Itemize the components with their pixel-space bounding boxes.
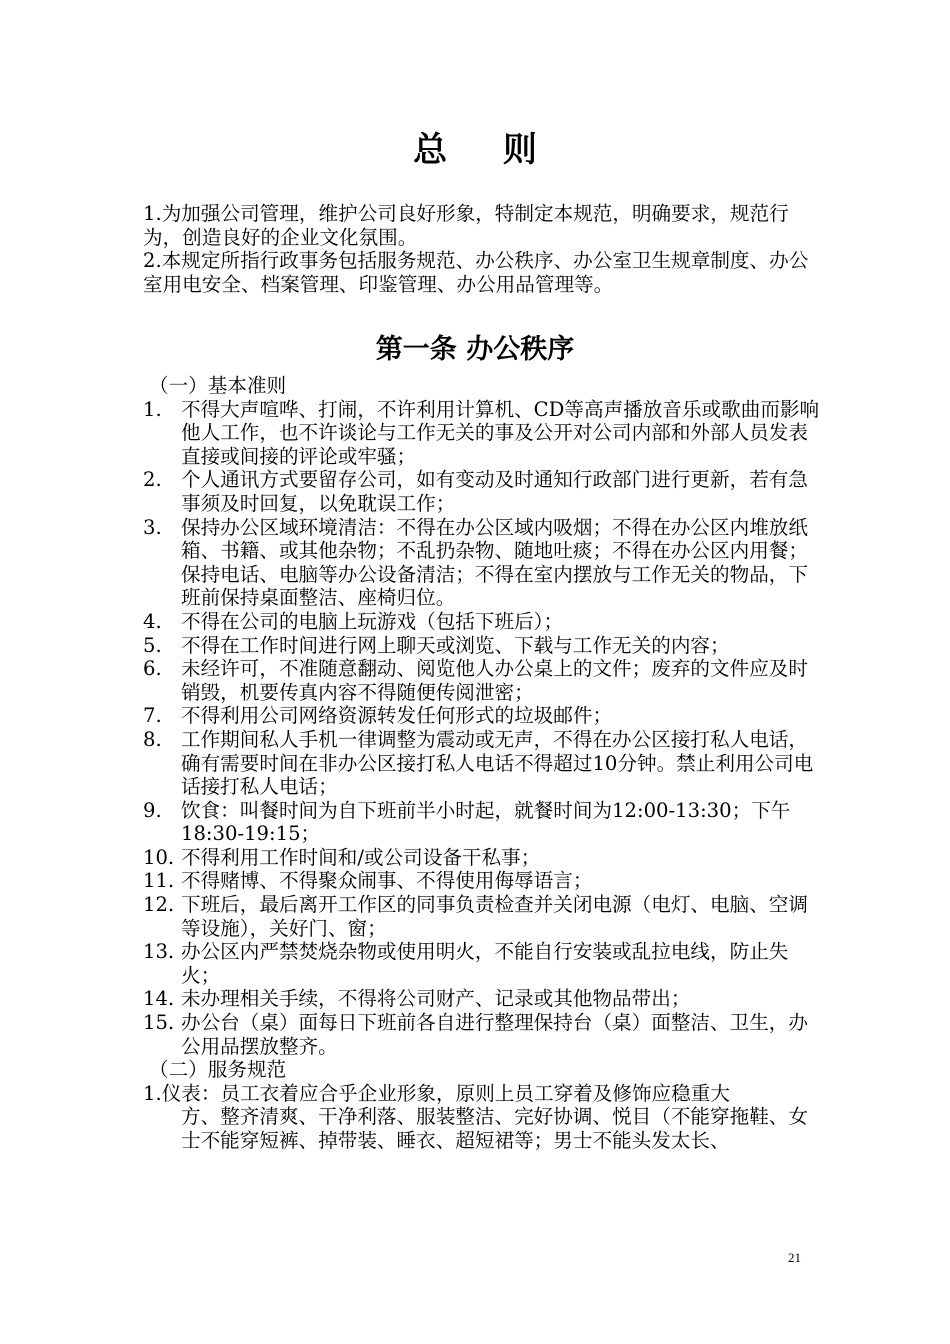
rule-item (143, 893, 823, 940)
rule-item (143, 728, 823, 799)
rule-item (143, 799, 823, 846)
page-number: 21 (788, 1250, 801, 1265)
rule-number: 9. (143, 798, 162, 822)
rule-text: 不得利用公司网络资源转发任何形式的垃圾邮件； (181, 704, 613, 728)
rule-text: 不得在工作时间进行网上聊天或浏览、下载与工作无关的内容； (181, 633, 730, 657)
intro-section (143, 202, 823, 296)
intro-paragraph-2: 2.本规定所指行政事务包括服务规范、办公秩序、办公室卫生规章制度、办公室用电安全、档案管理、印鉴管理、办公用品管理等。 (143, 249, 809, 296)
rule-text: 保持办公区域环境清洁：不得在办公区域内吸烟；不得在办公区内堆放纸箱、书籍、或其他杂物；不乱扔杂物、随地吐痰；不得在办公区内用餐；保持电话、电脑等办公设备清洁；不得在室内摆放与工作无关的物品，下班前保持桌面整洁、座椅归位。 (181, 515, 808, 610)
subsection-title-service: （二）服务规范 (149, 1058, 287, 1082)
rule-text: 不得大声喧哗、打闹，不许利用计算机、CD等高声播放音乐或歌曲而影响他人工作，也不许谈论与工作无关的事及公开对公司内部和外部人员发表直接或间接的评论或牢骚； (181, 397, 820, 468)
rule-item (143, 940, 823, 987)
rule-number: 12. (143, 893, 175, 917)
rule-text: 办公台（桌）面每日下班前各自进行整理保持台（桌）面整洁、卫生，办公用品摆放整齐。 (181, 1011, 808, 1058)
rule-item (143, 610, 823, 634)
service-item-1-rest: 方、整齐清爽、干净利落、服装整洁、完好协调、悦目（不能穿拖鞋、女士不能穿短裤、掉带装、睡衣、超短裙等；男士不能头发太长、 (181, 1105, 808, 1152)
rule-number: 1. (143, 397, 162, 421)
rule-number: 13. (143, 940, 175, 964)
rule-number: 8. (143, 727, 162, 751)
rule-item (143, 1011, 823, 1058)
rule-number: 15. (143, 1011, 175, 1035)
rule-item (143, 869, 823, 893)
rule-item (143, 468, 823, 515)
rule-text: 未经许可，不准随意翻动、阅览他人办公桌上的文件；废弃的文件应及时销毁，机要传真内容不得随便传阅泄密； (181, 657, 808, 704)
rule-number: 5. (143, 633, 162, 657)
rule-text: 未办理相关手续，不得将公司财产、记录或其他物品带出； (181, 987, 691, 1011)
section-title: 第一条 办公秩序 (375, 334, 575, 365)
rule-item (143, 846, 823, 870)
rule-text: 个人通讯方式要留存公司，如有变动及时通知行政部门进行更新，若有急事须及时回复，以免耽误工作； (181, 468, 808, 515)
rule-number: 6. (143, 657, 162, 681)
rule-number: 11. (143, 869, 175, 893)
rule-text: 下班后，最后离开工作区的同事负责检查并关闭电源（电灯、电脑、空调等设施），关好门、窗； (181, 893, 808, 940)
rule-number: 3. (143, 515, 162, 539)
rule-text: 不得利用工作时间和/或公司设备干私事； (181, 845, 541, 869)
rule-text: 办公区内严禁焚烧杂物或使用明火，不能自行安装或乱拉电线，防止失火； (181, 940, 789, 987)
rule-item (143, 987, 823, 1011)
subsection-title-basic: （一）基本准则 (149, 374, 287, 397)
rule-item (143, 634, 823, 658)
rule-text: 不得赌博、不得聚众闹事、不得使用侮辱语言； (181, 869, 593, 893)
intro-paragraph-1: 1.为加强公司管理，维护公司良好形象，特制定本规范，明确要求，规范行为，创造良好的企业文化氛围。 (143, 202, 789, 249)
rule-number: 4. (143, 609, 162, 633)
page-title: 总 则 (413, 130, 559, 170)
rule-number: 2. (143, 468, 162, 492)
rule-item (143, 516, 823, 610)
rule-number: 10. (143, 845, 175, 869)
rules-list (143, 398, 823, 1059)
service-item-1-line1: 1.仪表：员工衣着应合乎企业形象，原则上员工穿着及修饰应稳重大 (143, 1081, 730, 1105)
rule-item (143, 657, 823, 704)
rule-text: 不得在公司的电脑上玩游戏（包括下班后）； (181, 609, 564, 633)
rule-number: 14. (143, 987, 175, 1011)
rule-number: 7. (143, 704, 162, 728)
rule-item (143, 398, 823, 469)
office-order-section (143, 374, 823, 1153)
service-item-1 (143, 1082, 823, 1153)
rule-text: 工作期间私人手机一律调整为震动或无声，不得在办公区接打私人电话，确有需要时间在非办公区接打私人电话不得超过10分钟。禁止利用公司电话接打私人电话； (181, 727, 814, 799)
rule-text: 饮食：叫餐时间为自下班前半小时起，就餐时间为12:00-13:30；下午18:30-19:15； (181, 798, 791, 846)
rule-item (143, 704, 823, 728)
